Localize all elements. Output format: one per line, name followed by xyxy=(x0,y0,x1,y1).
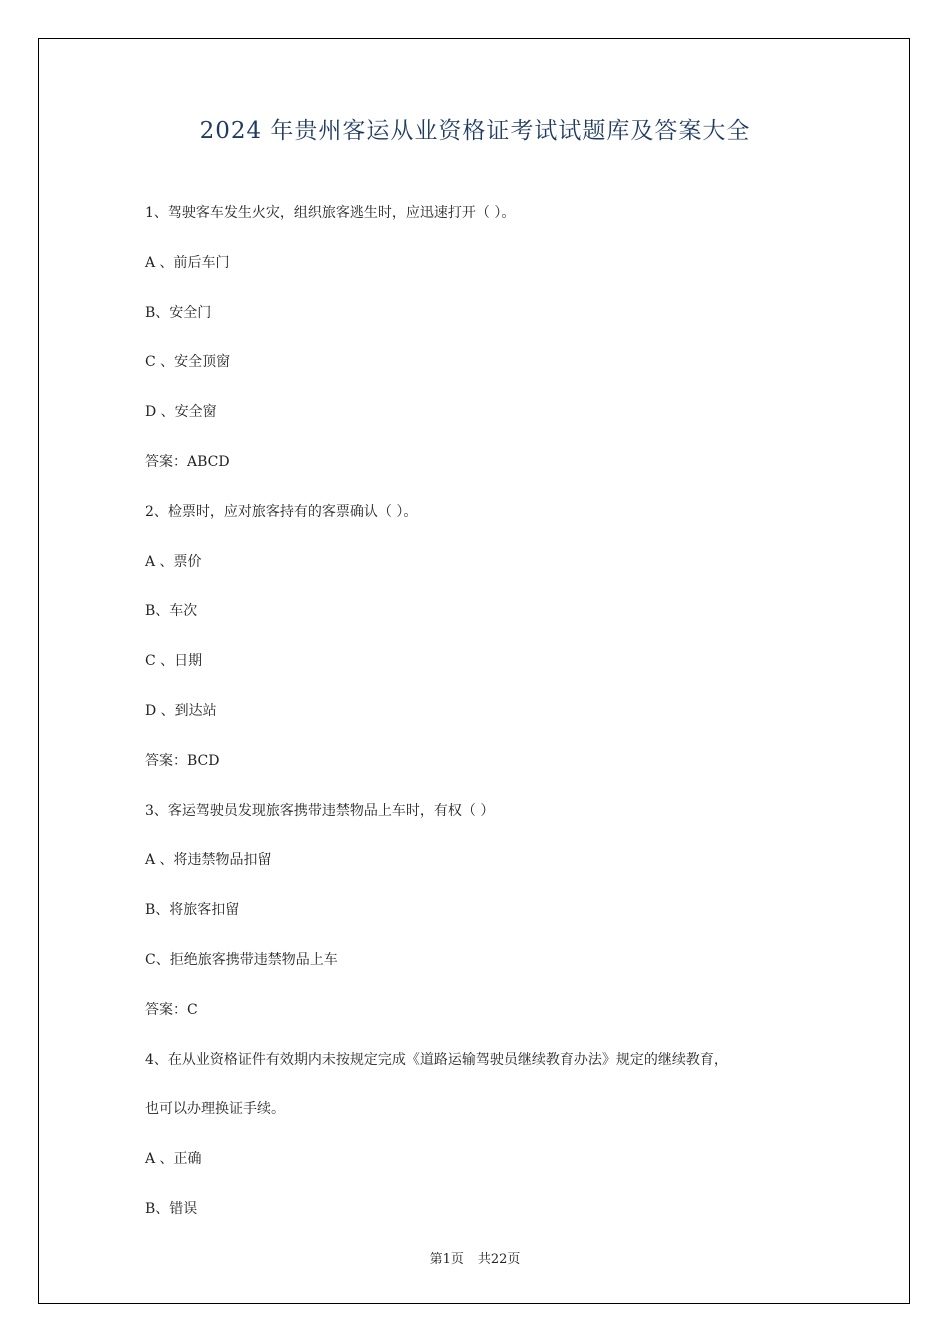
question-1-option-d: D 、安全窗 xyxy=(145,404,217,421)
document-body xyxy=(145,199,825,1245)
page-number: 第1页 xyxy=(429,1252,464,1267)
question-1-option-b: B、安全门 xyxy=(145,304,212,321)
question-1-option-c: C 、安全顶窗 xyxy=(145,354,231,371)
page-total: 共22页 xyxy=(477,1252,521,1267)
question-4-option-a: A 、正确 xyxy=(145,1151,202,1168)
question-3-answer: 答案：C xyxy=(145,1001,198,1018)
document-title: 2024 年贵州客运从业资格证考试试题库及答案大全 xyxy=(199,118,751,144)
question-2-answer: 答案：BCD xyxy=(145,752,220,769)
question-4-text: 4、在从业资格证件有效期内未按规定完成《道路运输驾驶员继续教育办法》规定的继续教育， xyxy=(145,1051,728,1068)
question-4-text-continued: 也可以办理换证手续。 xyxy=(145,1101,285,1118)
question-2-option-d: D 、到达站 xyxy=(145,702,217,719)
question-3-option-c: C、拒绝旅客携带违禁物品上车 xyxy=(145,951,338,968)
page-footer xyxy=(0,1248,950,1267)
question-1-option-a: A 、前后车门 xyxy=(145,254,230,271)
question-2-option-a: A 、票价 xyxy=(145,553,202,570)
question-2-option-b: B、车次 xyxy=(145,603,198,620)
question-4-option-b: B、错误 xyxy=(145,1200,198,1217)
question-3-option-a: A 、将违禁物品扣留 xyxy=(145,852,272,869)
question-3-text: 3、客运驾驶员发现旅客携带违禁物品上车时，有权（ ） xyxy=(145,802,495,819)
question-2-option-c: C 、日期 xyxy=(145,653,203,670)
question-2-text: 2、检票时，应对旅客持有的客票确认（ ）。 xyxy=(145,503,418,520)
question-1-text: 1、驾驶客车发生火灾，组织旅客逃生时，应迅速打开（ ）。 xyxy=(145,205,516,221)
question-1-answer: 答案：ABCD xyxy=(145,453,230,470)
question-3-option-b: B、将旅客扣留 xyxy=(145,902,240,919)
